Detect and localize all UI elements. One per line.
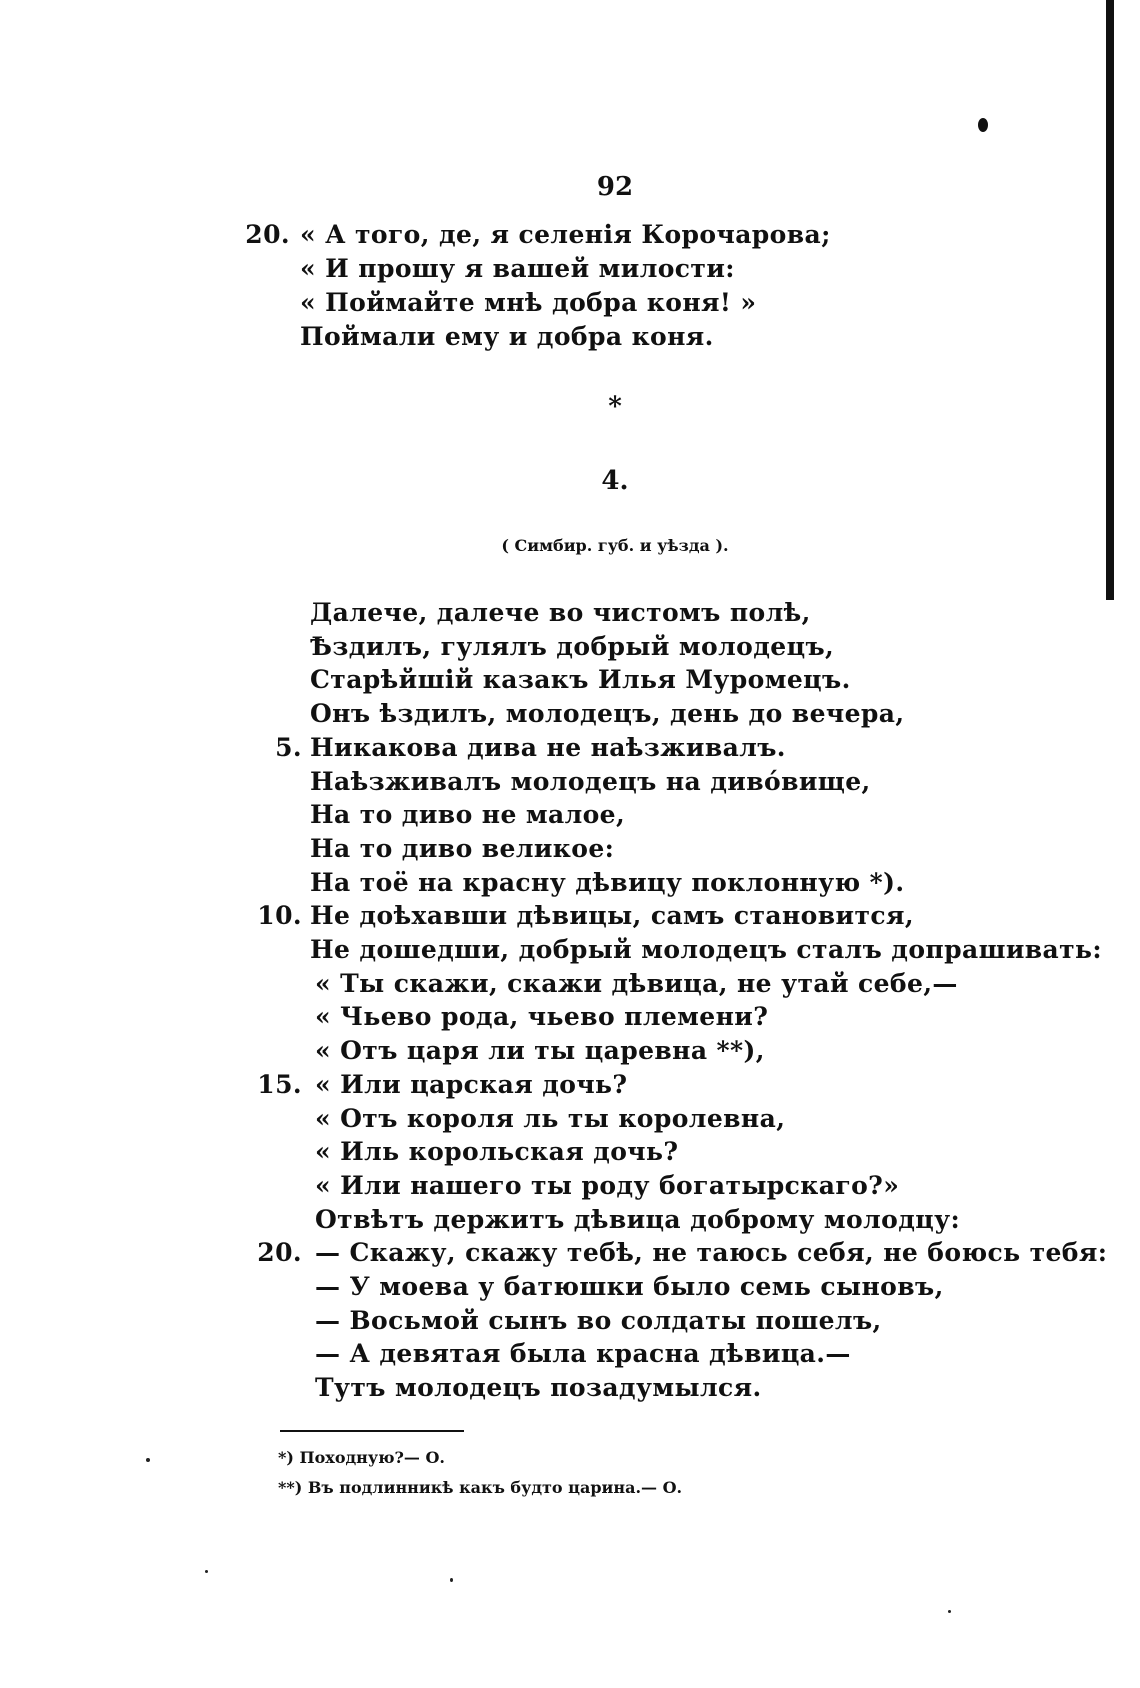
line-text: Онъ ѣздилъ, молодецъ, день до вечера,: [310, 699, 905, 729]
line-text: « Или царская дочь?: [315, 1069, 628, 1099]
line-text: « Или нашего ты роду богатырскаго?»: [315, 1170, 900, 1200]
line-text: « Отъ царя ли ты царевна **),: [315, 1036, 765, 1066]
line-text: Никакова дива не наѣзживалъ.: [310, 732, 786, 762]
line-text: « Иль корольская дочь?: [315, 1137, 679, 1167]
poem-number: 4.: [601, 466, 629, 496]
line-text: Старѣйшій казакъ Илья Муромецъ.: [310, 665, 851, 695]
page-edge-mark: [1106, 0, 1114, 600]
footnote-2: **) Въ подлинникѣ какъ будто царина.— О.: [278, 1478, 683, 1497]
line-text: « Отъ короля ль ты королевна,: [315, 1103, 786, 1133]
speck: [948, 1610, 951, 1613]
line-text: Не доѣхавши дѣвицы, самъ становится,: [310, 901, 914, 931]
speck: [205, 1570, 208, 1573]
line-number: 15.: [257, 1069, 302, 1099]
line-text: Ѣздилъ, гулялъ добрый молодецъ,: [310, 631, 835, 661]
speck: [450, 1578, 453, 1582]
line-text: Далече, далече во чистомъ полѣ,: [310, 598, 811, 627]
footnote-rule: [280, 1430, 464, 1432]
line-text: — Скажу, скажу тебѣ, не таюсь себя, не боюсь тебя:: [315, 1238, 1108, 1268]
line-text: « Ты скажи, скажи дѣвица, не утай себе,—: [315, 968, 958, 998]
line-text: « И прошу я вашей милости:: [300, 254, 735, 283]
line-text: Не дошедши, добрый молодецъ сталъ допрашивать:: [310, 935, 1103, 964]
footnote-1: *) Походную?— О.: [278, 1448, 445, 1467]
line-text: Тутъ молодецъ позадумылся.: [315, 1373, 762, 1403]
speck: [146, 1458, 150, 1462]
line-text: — А девятая была красна дѣвица.—: [315, 1339, 851, 1369]
line-text: Поймали ему и добра коня.: [300, 322, 714, 351]
page-number: 92: [596, 172, 634, 202]
line-text: Отвѣтъ держитъ дѣвица доброму молодцу:: [315, 1204, 961, 1234]
line-text: — У моева у батюшки было семь сыновъ,: [315, 1272, 944, 1301]
line-number: 20.: [257, 1238, 302, 1268]
line-text: На тоё на красну дѣвицу поклонную *).: [310, 867, 905, 897]
line-text: На то диво не малое,: [310, 800, 626, 830]
line-text: « Поймайте мнѣ добра коня! »: [300, 288, 757, 317]
line-text: « А того, де, я селенія Корочарова;: [300, 220, 831, 249]
ink-dot: [978, 118, 988, 132]
line-text: — Восьмой сынъ во солдаты пошелъ,: [315, 1305, 882, 1335]
line-text: На то диво великое:: [310, 833, 615, 863]
separator-star: *: [608, 392, 622, 422]
source-note: ( Симбир. губ. и уѣзда ).: [501, 536, 729, 555]
line-text: Наѣзживалъ молодецъ на диво́вище,: [310, 766, 871, 796]
line-number: 20.: [245, 220, 290, 249]
line-number: 5.: [275, 732, 302, 762]
line-text: « Чьево рода, чьево племени?: [315, 1002, 769, 1032]
line-number: 10.: [257, 901, 302, 931]
